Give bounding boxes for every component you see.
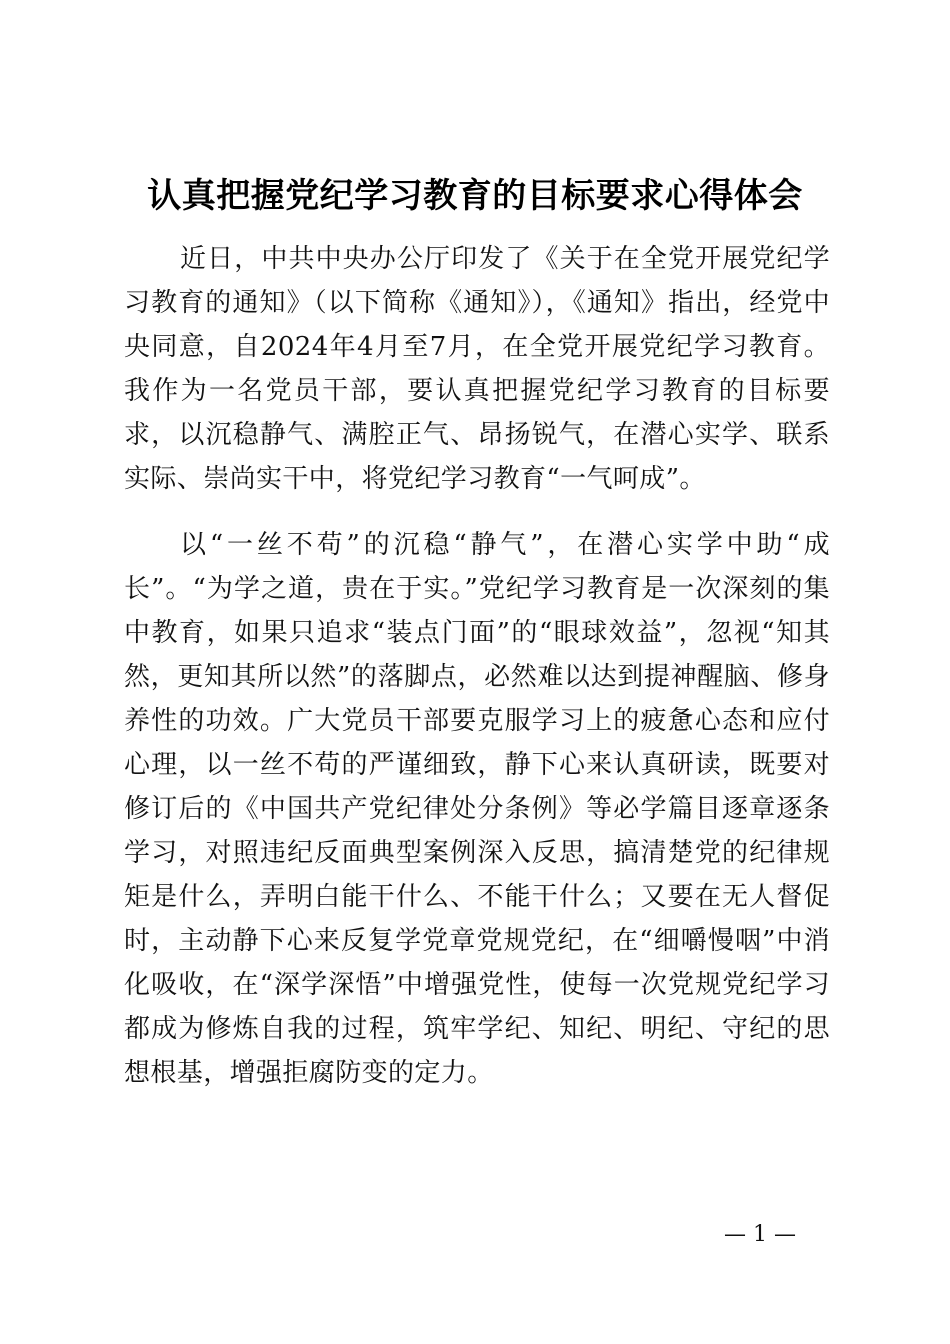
- paragraph-2: 以“一丝不苟”的沉稳“静气”，在潜心实学中助“成长”。“为学之道，贵在于实。”党纪学习教育是一次深刻的集中教育，如果只追求“装点门面”的“眼球效益”，忽视“知其然，更知其所以然”的落脚点，必然难以达到提神醒脑、修身养性的功效。广大党员干部要克服学习上的疲惫心态和应付心理，以一丝不苟的严谨细致，静下心来认真研读，既要对修订后的《中国共产党纪律处分条例》等必学篇目逐章逐条学习，对照违纪反面典型案例深入反思，搞清楚党的纪律规矩是什么，弄明白能干什么、不能干什么；又要在无人督促时，主动静下心来反复学党章党规党纪，在“细嚼慢咽”中消化吸收，在“深学深悟”中增强党性，使每一次党规党纪学习都成为修炼自我的过程，筑牢学纪、知纪、明纪、守纪的思想根基，增强拒腐防变的定力。: [124, 530, 830, 1088]
- paragraph-1: 近日，中共中央办公厅印发了《关于在全党开展党纪学习教育的通知》（以下简称《通知》），《通知》指出，经党中央同意，自2024年4月至7月，在全党开展党纪学习教育。我作为一名党员干部，要认真把握党纪学习教育的目标要求，以沉稳静气、满腔正气、昂扬锐气，在潜心实学、联系实际、崇尚实干中，将党纪学习教育“一气呵成”。: [124, 244, 830, 494]
- page-number: — 1 —: [724, 1222, 796, 1247]
- document-title: 认真把握党纪学习教育的目标要求心得体会: [147, 176, 803, 216]
